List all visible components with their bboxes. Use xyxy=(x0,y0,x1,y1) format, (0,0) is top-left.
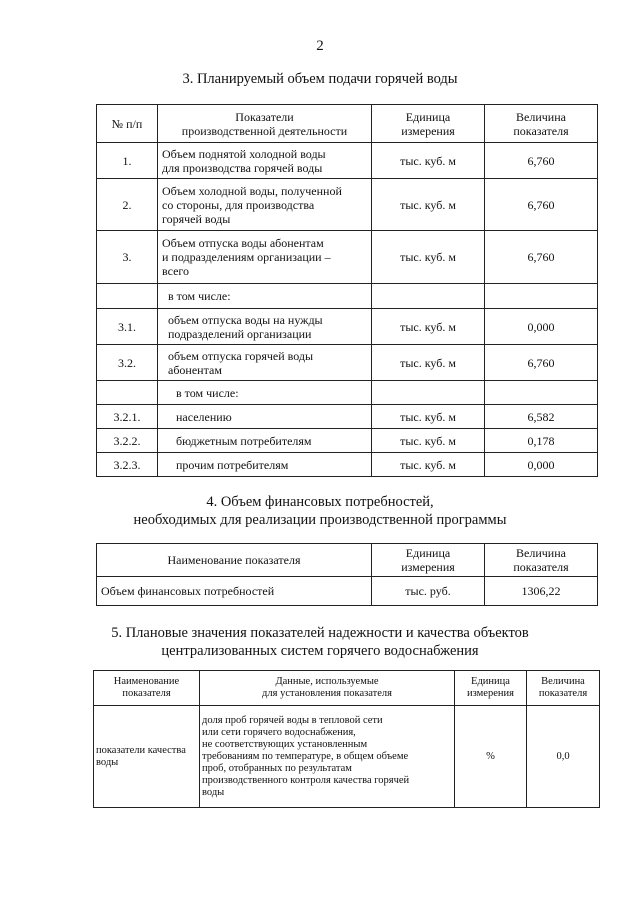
col-name-header: Наименование показателя xyxy=(94,671,200,706)
supply-volume-table xyxy=(96,104,598,477)
section4-title: 4. Объем финансовых потребностей, необходимых для реализации производственной программы xyxy=(133,494,507,528)
col-num-header: № п/п xyxy=(97,105,158,143)
col-value-header: Величина показателя xyxy=(485,544,598,577)
table-header-row xyxy=(97,105,598,143)
section3-title: 3. Планируемый объем подачи горячей воды xyxy=(182,71,458,87)
col-name-header: Наименование показателя xyxy=(97,544,372,577)
table-row: 2. Объем холодной воды, полученной со стороны, для производства горячей воды тыс. куб. м 6,760 xyxy=(97,179,598,231)
col-unit-header: Единица измерения xyxy=(372,544,485,577)
reliability-quality-table xyxy=(93,670,600,808)
table-row: 3.2.1. населению тыс. куб. м 6,582 xyxy=(97,405,598,429)
table-row: 1. Объем поднятой холодной воды для производства горячей воды тыс. куб. м 6,760 xyxy=(97,143,598,179)
col-value-header: Величина показателя xyxy=(527,671,600,706)
col-indicator-header: Показатели производственной деятельности xyxy=(158,105,372,143)
col-unit-header: Единица измерения xyxy=(372,105,485,143)
col-data-header: Данные, используемые для установления показателя xyxy=(200,671,455,706)
table-row: в том числе: xyxy=(97,381,598,405)
col-unit-header: Единица измерения xyxy=(455,671,527,706)
table-header-row xyxy=(97,544,598,577)
table-row: 3.2.3. прочим потребителям тыс. куб. м 0,000 xyxy=(97,453,598,477)
table-header-row xyxy=(94,671,600,706)
page-number: 2 xyxy=(316,38,324,54)
financial-needs-table xyxy=(96,543,598,606)
table-row: показатели качества воды доля проб горячей воды в тепловой сети или сети горячего водоснабжения, не соответствующих установленным требованиям по температуре, в общем объеме проб, отобранных по результатам производственного контроля качества горячей воды % 0,0 xyxy=(94,706,600,808)
data-description-cell: доля проб горячей воды в тепловой сети или сети горячего водоснабжения, не соответствующих установленным требованиям по температуре, в общем объеме проб, отобранных по результатам производственного контроля качества горячей воды xyxy=(200,706,455,808)
table-row: 3.1. объем отпуска воды на нужды подразделений организации тыс. куб. м 0,000 xyxy=(97,309,598,345)
col-value-header: Величина показателя xyxy=(485,105,598,143)
table-row: 3. Объем отпуска воды абонентам и подразделениям организации – всего тыс. куб. м 6,760 xyxy=(97,231,598,284)
table-row: Объем финансовых потребностей тыс. руб. 1306,22 xyxy=(97,577,598,606)
table-row: 3.2. объем отпуска горячей воды абонентам тыс. куб. м 6,760 xyxy=(97,345,598,381)
table-row: 3.2.2. бюджетным потребителям тыс. куб. м 0,178 xyxy=(97,429,598,453)
section5-title: 5. Плановые значения показателей надежности и качества объектов централизованных систем горячего водоснабжения xyxy=(111,625,529,659)
table-row: в том числе: xyxy=(97,284,598,309)
